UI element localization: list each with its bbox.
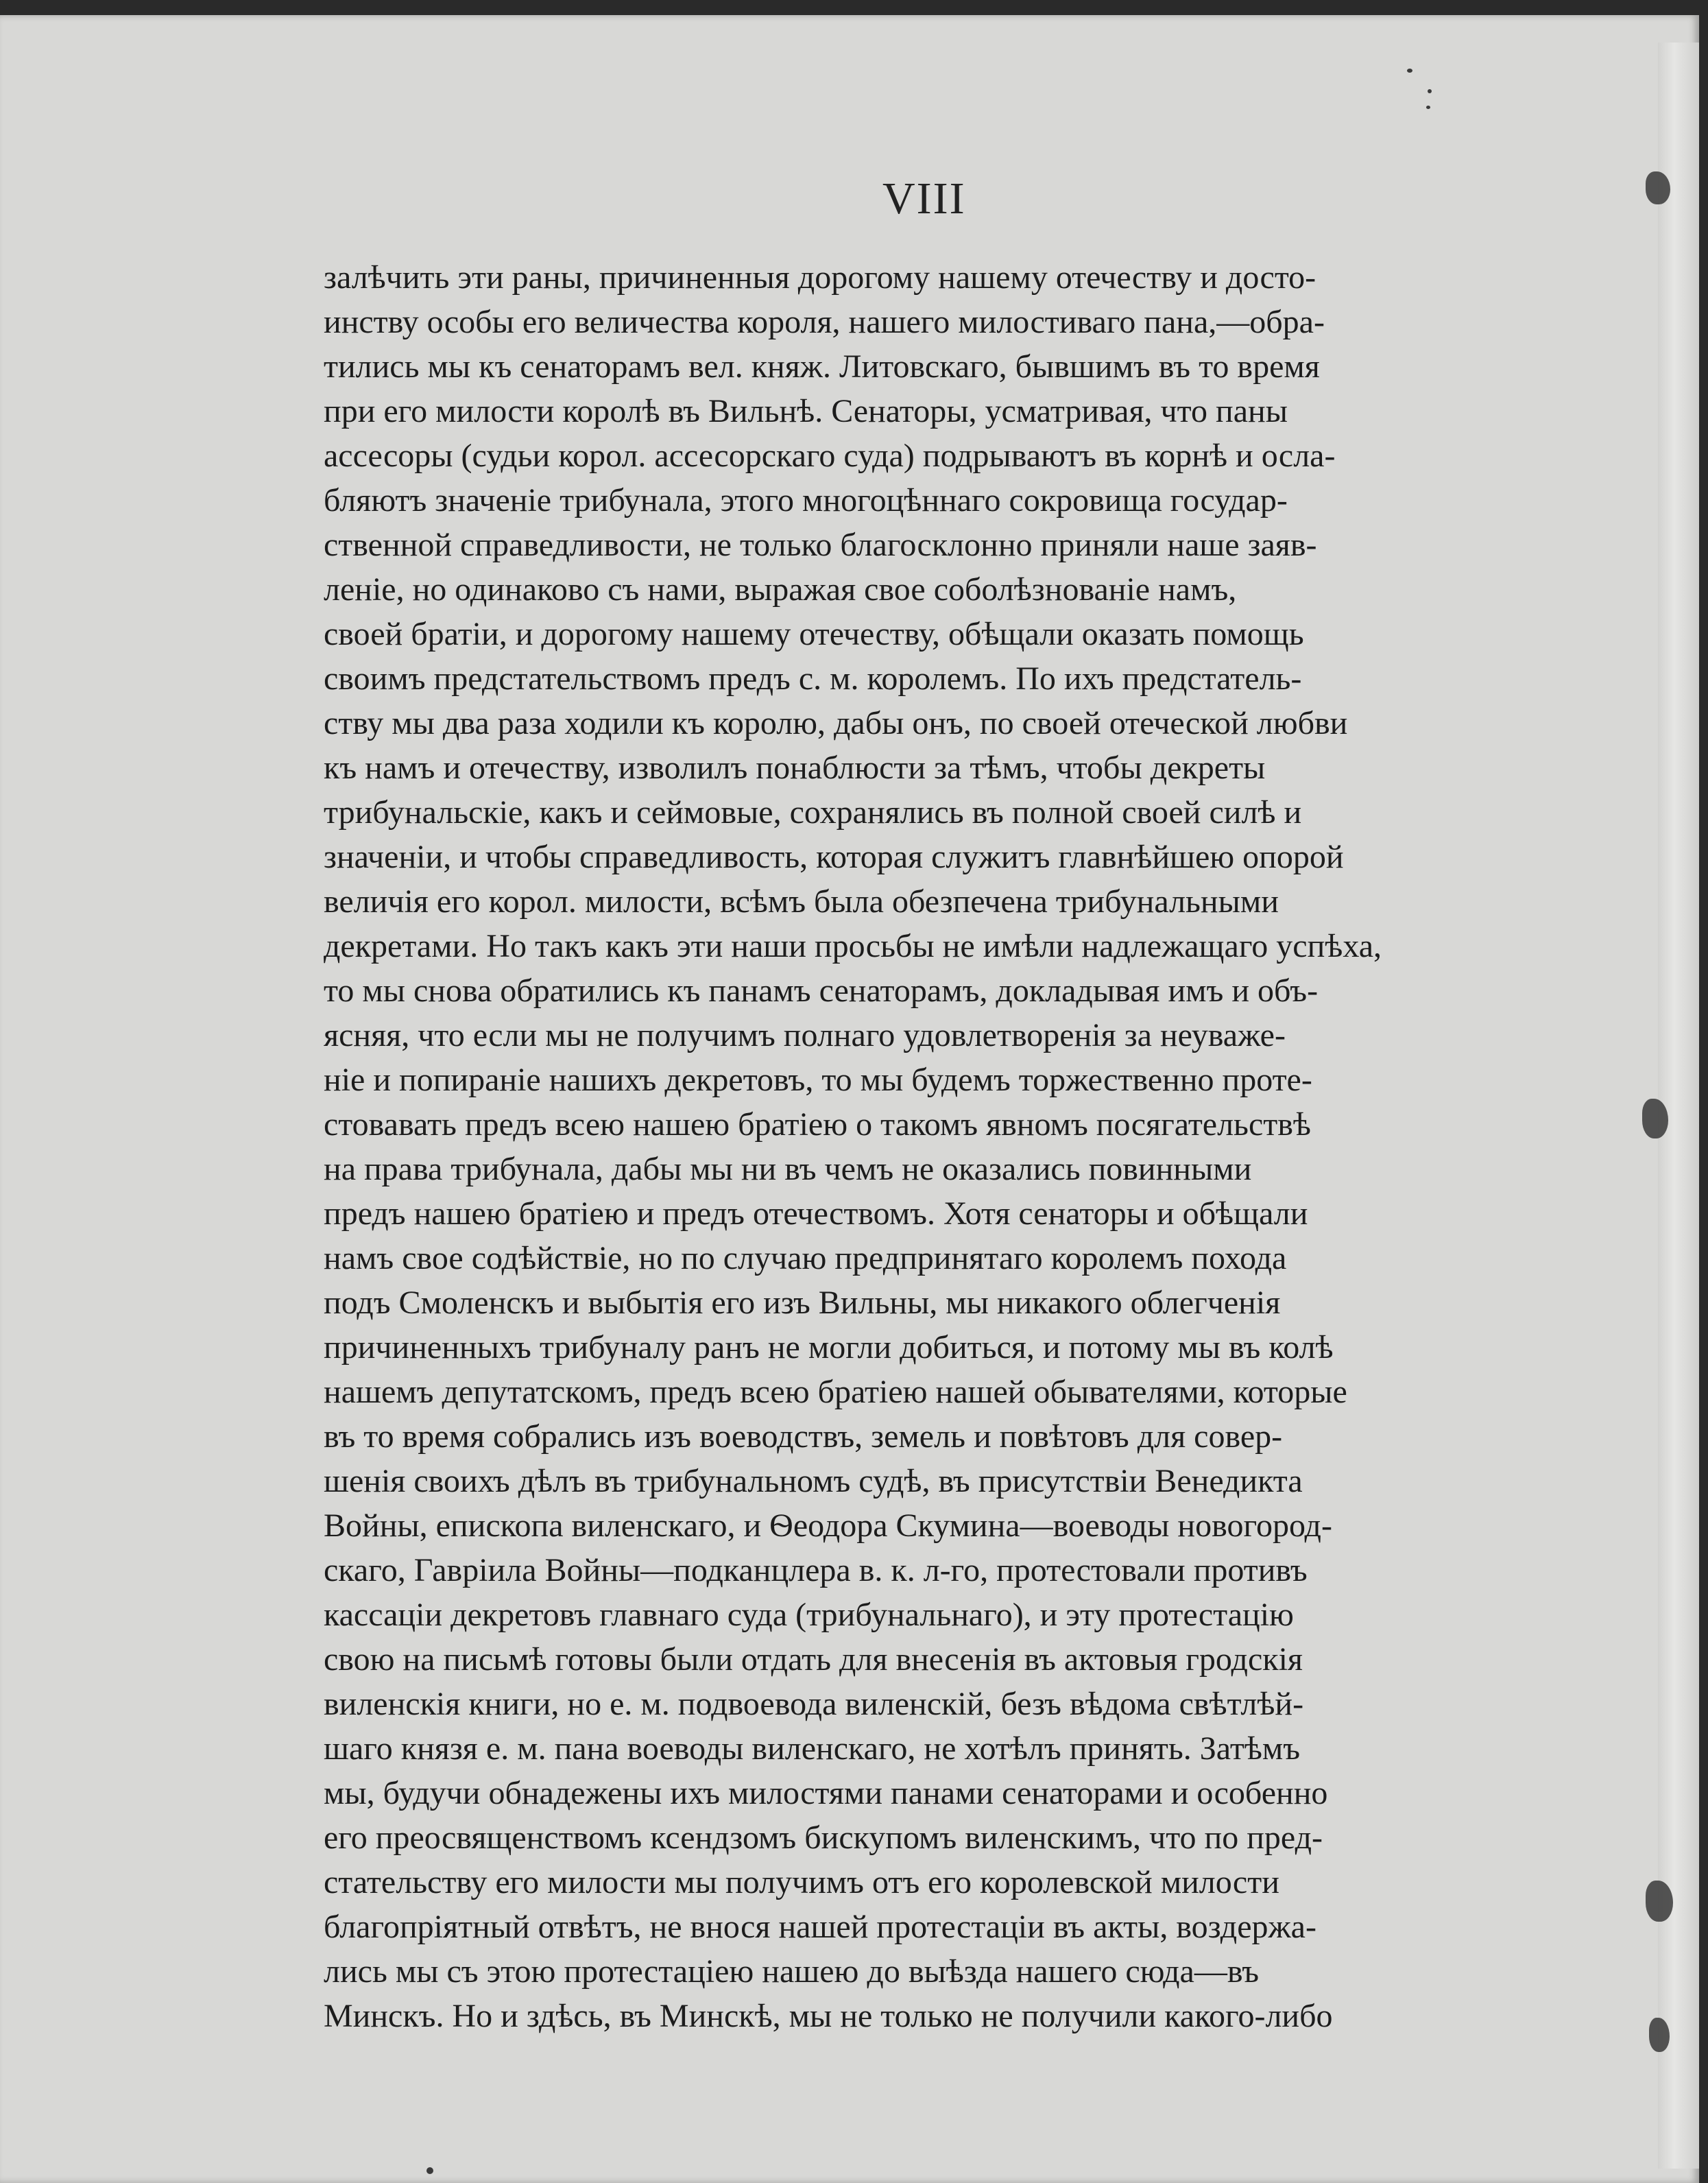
text-line: стовавать предъ всею нашею братіею о такомъ явномъ посягательствѣ	[324, 1106, 1311, 1143]
text-line: намъ свое содѣйствіе, но по случаю предпринятаго королемъ похода	[324, 1240, 1287, 1276]
text-line: ясняя, что если мы не получимъ полнаго удовлетворенія за неуваже-	[324, 1017, 1286, 1053]
document-page	[0, 15, 1699, 2183]
edge-blot	[1649, 2018, 1670, 2052]
text-line: то мы снова обратились къ панамъ сенаторамъ, докладывая имъ и объ-	[324, 973, 1319, 1009]
text-line: значеніи, и чтобы справедливость, которая служитъ главнѣйшею опорой	[324, 839, 1344, 875]
dust-speck	[1428, 89, 1432, 93]
text-line: своей братіи, и дорогому нашему отечеству, обѣщали оказать помощь	[324, 616, 1304, 652]
text-line: виленскія книги, но е. м. подвоевода виленскій, безъ вѣдома свѣтлѣй-	[324, 1686, 1304, 1722]
text-line: его преосвященствомъ ксендзомъ бискупомъ виленскимъ, что по пред-	[324, 1820, 1323, 1856]
text-line: скаго, Гавріила Войны—подканцлера в. к. л-го, протестовали противъ	[324, 1552, 1308, 1588]
text-line: тились мы къ сенаторамъ вел. княж. Литовскаго, бывшимъ въ то время	[324, 348, 1320, 385]
text-line: шаго князя е. м. пана воеводы виленскаго, не хотѣлъ принять. Затѣмъ	[324, 1730, 1301, 1767]
text-line: шенія своихъ дѣлъ въ трибунальномъ судѣ, въ присутствіи Венедикта	[324, 1463, 1303, 1499]
text-line: своимъ предстательствомъ предъ с. м. королемъ. По ихъ предстатель-	[324, 660, 1302, 697]
text-line: Войны, епископа виленскаго, и Ѳеодора Скумина—воеводы новогород-	[324, 1507, 1332, 1544]
dust-speck	[1407, 69, 1412, 73]
text-line: Минскъ. Но и здѣсь, въ Минскѣ, мы не только не получили какого-либо	[324, 1998, 1333, 2034]
text-line: къ намъ и отечеству, изволилъ понаблюсти за тѣмъ, чтобы декреты	[324, 750, 1266, 786]
text-line: декретами. Но такъ какъ эти наши просьбы не имѣли надлежащаго успѣха,	[324, 928, 1382, 964]
text-line: бляютъ значеніе трибунала, этого многоцѣннаго сокровища государ-	[324, 482, 1288, 518]
text-line: при его милости королѣ въ Вильнѣ. Сенаторы, усматривая, что паны	[324, 393, 1288, 429]
text-line: причиненныхъ трибуналу ранъ не могли добиться, и потому мы въ колѣ	[324, 1329, 1334, 1365]
body-text	[324, 255, 1497, 2038]
edge-blot	[1646, 171, 1670, 204]
text-line: величія его корол. милости, всѣмъ была обезпечена трибунальными	[324, 883, 1279, 920]
text-line: кассаціи декретовъ главнаго суда (трибунальнаго), и эту протестацію	[324, 1597, 1294, 1633]
text-line: въ то время собрались изъ воеводствъ, земель и повѣтовъ для совер-	[324, 1418, 1283, 1455]
dust-speck	[1426, 106, 1430, 109]
text-line: нашемъ депутатскомъ, предъ всею братіею нашей обывателями, которые	[324, 1374, 1347, 1410]
dust-speck	[426, 2167, 433, 2174]
text-line: предъ нашею братіею и предъ отечествомъ. Хотя сенаторы и обѣщали	[324, 1195, 1308, 1232]
text-line: подъ Смоленскъ и выбытія его изъ Вильны, мы никакого облегченія	[324, 1285, 1281, 1321]
text-line: ассесоры (судьи корол. ассесорскаго суда) подрываютъ въ корнѣ и осла-	[324, 438, 1336, 474]
text-line: залѣчить эти раны, причиненныя дорогому нашему отечеству и досто-	[324, 259, 1316, 296]
text-line: леніе, но одинаково съ нами, выражая свое соболѣзнованіе намъ,	[324, 571, 1237, 608]
text-line: инству особы его величества короля, нашего милостиваго пана,—обра-	[324, 304, 1325, 340]
text-line: мы, будучи обнадежены ихъ милостями панами сенаторами и особенно	[324, 1775, 1328, 1811]
text-line: благопріятный отвѣтъ, не внося нашей протестаціи въ акты, воздержа-	[324, 1909, 1316, 1945]
text-line: на права трибунала, дабы мы ни въ чемъ не оказались повинными	[324, 1151, 1252, 1187]
text-line: ственной справедливости, не только благосклонно приняли наше заяв-	[324, 527, 1317, 563]
page-number: VIII	[882, 174, 966, 224]
text-line: трибунальскіе, какъ и сеймовые, сохранялись въ полной своей силѣ и	[324, 794, 1302, 831]
text-line: свою на письмѣ готовы были отдать для внесенія въ актовыя гродскія	[324, 1641, 1303, 1678]
text-line: ніе и попираніе нашихъ декретовъ, то мы будемъ торжественно проте-	[324, 1062, 1312, 1098]
text-line: стательству его милости мы получимъ отъ его королевской милости	[324, 1864, 1279, 1900]
text-line: лись мы съ этою протестаціею нашею до выѣзда нашего сюда—въ	[324, 1953, 1260, 1990]
text-line: ству мы два раза ходили къ королю, дабы онъ, по своей отеческой любви	[324, 705, 1348, 741]
